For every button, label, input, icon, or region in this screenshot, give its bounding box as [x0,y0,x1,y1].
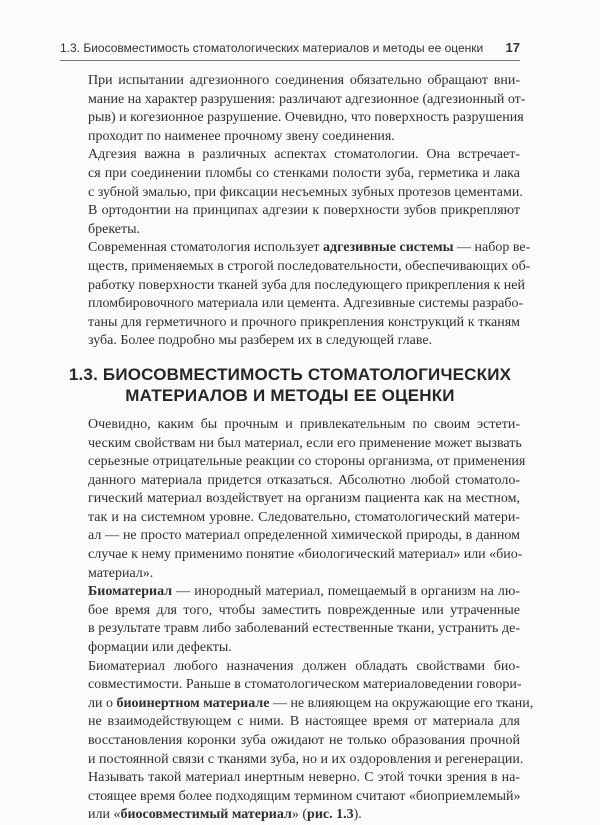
text-line: материал». [88,565,154,581]
text-line: и постоянной связи с тканями зуба, но и их оздоровления и регенерации. [88,751,524,767]
text-run: ли о [88,695,117,711]
text-run: — набор ве- [453,240,531,256]
text-line: таны для герметичного и прочного прикрепления конструкций к тканям [88,314,520,330]
text-run: — инородный материал, помещаемый в организм на лю- [172,584,520,600]
section-heading [60,364,520,406]
text-line: бое время для того, чтобы заместить поврежденные или утраченные [88,602,520,618]
text-line: проходит по наименее прочному звену соединения. [88,128,395,144]
text-line: ал — не просто материал определенной химической природы, в данном [88,528,520,544]
text-line: ческим свойствам ни был материал, если его применение может вызвать [88,435,522,451]
paragraph-biocompatibility [60,658,534,825]
text-line: Называть такой материал инертным неверно. С этой точки зрения в на- [88,770,520,786]
text-line [60,583,520,602]
text-line: так и на системном уровне. Следовательно, стоматологический матери- [88,509,520,525]
text-line: в результате травм либо заболеваний естественные ткани, устранить де- [88,621,520,637]
text-line: не взаимодействующем с ними. В настоящее время от материала для [88,714,520,730]
text-line: ществ, применяемых в строгой последовательности, обеспечивающих об- [88,258,531,274]
text-line: При испытании адгезионного соединения обязательно обращают вни- [88,73,520,88]
text-line: брекеты. [88,221,141,237]
text-run: ). [353,807,362,823]
text-line: ся при соединении пломбы со стенками полости зуба, герметика и лака [88,165,520,181]
text-line: Адгезия важна в различных аспектах стоматологии. Она встречает- [88,147,520,163]
text-line: Биоматериал любого назначения должен обладать свойствами био- [88,658,520,674]
text-line: пломбировочного материала или цемента. Адгезивные системы разрабо- [88,296,524,312]
text-run: » ( [291,807,308,823]
running-header [60,40,520,61]
paragraph-fracture-types [60,72,526,146]
text-line: работку поверхности тканей зуба для последующего прикрепления к ней [88,277,525,293]
text-line: Очевидно, каким бы прочным и привлекательным по своим эстети- [88,416,520,432]
text-line: формации или дефекты. [88,640,232,656]
text-run: или « [88,807,121,823]
term-biomaterial: Биоматериал [88,584,173,600]
text-line: совместимости. Раньше в стоматологическом материаловедении говори- [88,677,522,693]
text-line: зуба. Более подробно мы разберем их в следующей главе. [88,333,433,349]
page-number: 17 [505,40,520,55]
text-line: с зубной эмалью, при фиксации несъемных зубных протезов цементами. [88,184,523,200]
text-line: рыв) и когезионное разрушение. Очевидно, что поверхность разрушения [88,110,524,126]
figure-reference: рис. 1.3 [307,807,354,823]
text-line [60,806,520,825]
paragraph-adhesion-importance [60,146,523,239]
text-line [60,239,531,258]
running-title: 1.3. Биосовместимость стоматологических материалов и методы ее оценки [60,41,484,55]
text-line: данного материала придется отказаться. Абсолютно любой стоматоло- [88,472,520,488]
text-line: серьезные отрицательные реакции со стороны организма, от применения [88,454,526,470]
text-line: стоящее время более подходящим термином считают «биоприемлемый» [88,788,521,804]
text-line: восстановления коронки зуба ожидают не только образования прочной [88,733,520,748]
text-line: случае к нему применимо понятие «биологический материал» или «био- [88,547,523,563]
paragraph-biomaterial-definition [60,583,520,657]
section-heading-line: 1.3. БИОСОВМЕСТИМОСТЬ СТОМАТОЛОГИЧЕСКИХ [68,364,512,384]
term-bioinert-material: биоинертном материале [116,695,270,711]
term-biocompatible-material: биосовместимый материал [120,807,292,823]
paragraph-material-safety [60,416,526,583]
text-line: гический материал воздействует на организм пациента как на местном, [88,491,520,507]
term-adhesive-systems: адгезивные системы [323,240,454,256]
section-heading-line: МАТЕРИАЛОВ И МЕТОДЫ ЕЕ ОЦЕНКИ [125,385,455,405]
text-line: мание на характер разрушения: различают адгезионное (адгезионный от- [88,91,526,107]
text-line [60,695,534,714]
text-run: — не влияющем на окружающие его ткани, [269,695,534,711]
paragraph-adhesive-systems [60,239,531,351]
text-run: Современная стоматология использует [88,240,324,256]
text-line: В ортодонтии на принципах адгезии к поверхности зубов прикрепляют [88,203,520,219]
page-body [60,72,534,825]
